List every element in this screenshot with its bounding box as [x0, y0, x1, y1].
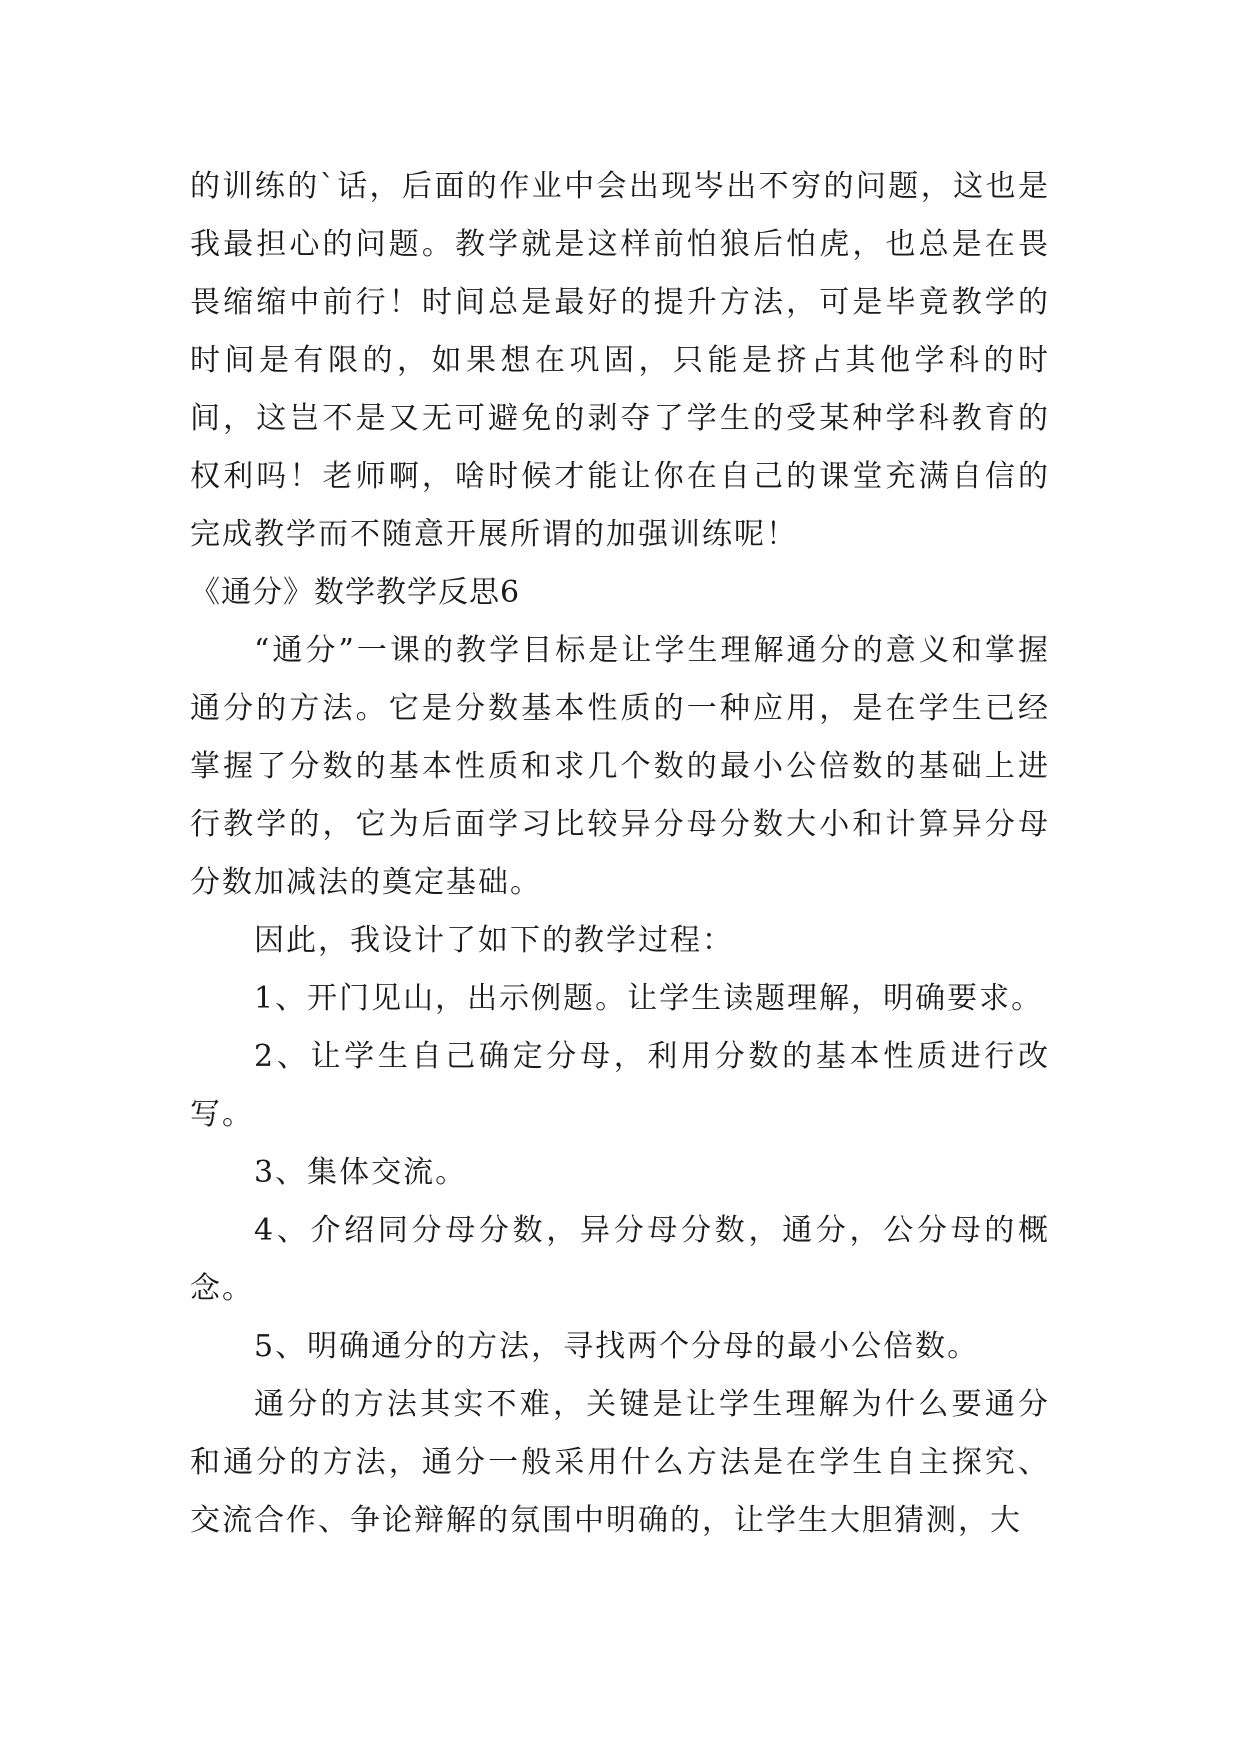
list-item-2: 2、让学生自己确定分母，利用分数的基本性质进行改写。 [190, 1039, 1050, 1132]
list-item-1: 1、开门见山，出示例题。让学生读题理解，明确要求。 [254, 981, 1044, 1016]
paragraph-4: 通分的方法其实不难，关键是让学生理解为什么要通分和通分的方法，通分一般采用什么方法是在学生自主探究、交流合作、争论辩解的氛围中明确的，让学生大胆猜测，大 [190, 1387, 1050, 1538]
section-heading: 《通分》数学教学反思6 [190, 575, 521, 610]
list-item-4: 4、介绍同分母分数，异分母分数，通分，公分母的概念。 [190, 1213, 1050, 1306]
document-body [190, 158, 1050, 1550]
paragraph-2: “通分”一课的教学目标是让学生理解通分的意义和掌握通分的方法。它是分数基本性质的一种应用，是在学生已经掌握了分数的基本性质和求几个数的最小公倍数的基础上进行教学的，它为后面学习比较异分母分数大小和计算异分母分数加减法的奠定基础。 [190, 633, 1050, 900]
list-item-3: 3、集体交流。 [254, 1155, 468, 1190]
paragraph-3: 因此，我设计了如下的教学过程： [254, 923, 734, 958]
paragraph-1: 的训练的`话，后面的作业中会出现岑出不穷的问题，这也是我最担心的问题。教学就是这样前怕狼后怕虎，也总是在畏畏缩缩中前行！时间总是最好的提升方法，可是毕竟教学的时间是有限的，如果想在巩固，只能是挤占其他学科的时间，这岂不是又无可避免的剥夺了学生的受某种学科教育的权利吗！老师啊，啥时候才能让你在自己的课堂充满自信的完成教学而不随意开展所谓的加强训练呢！ [190, 169, 1050, 552]
list-item-5: 5、明确通分的方法，寻找两个分母的最小公倍数。 [254, 1329, 980, 1364]
